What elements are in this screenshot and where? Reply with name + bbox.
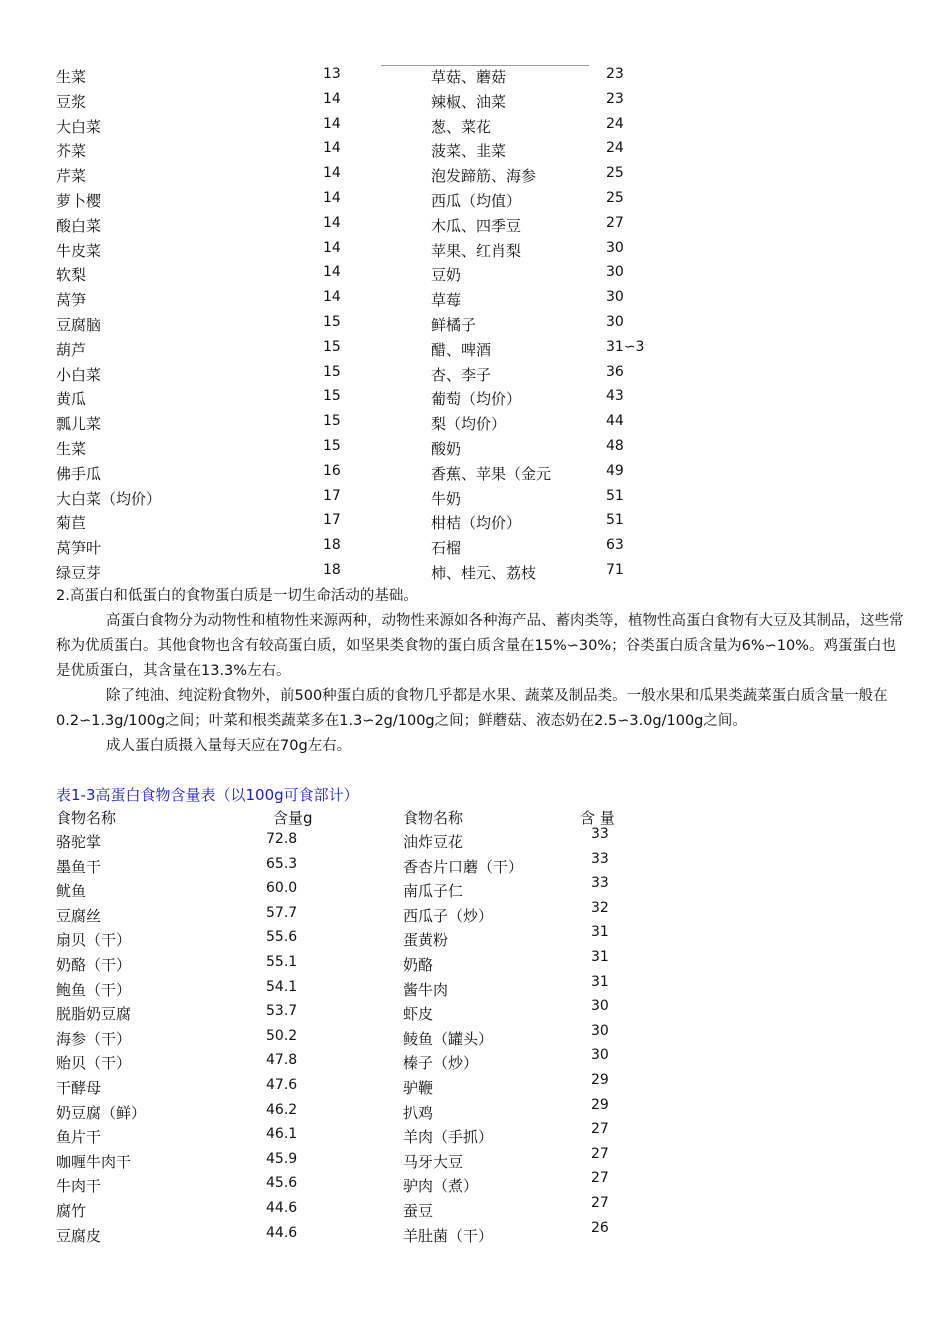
paragraph-3: 成人蛋白质摄入量每天应在70g左右。 bbox=[106, 738, 352, 754]
table-row bbox=[0, 436, 950, 461]
protein-value-cell: 25 bbox=[606, 189, 624, 206]
food-name-cell: 鱿鱼 bbox=[56, 882, 87, 901]
low-protein-table bbox=[0, 64, 950, 585]
protein-value-cell: 30 bbox=[591, 1022, 609, 1039]
protein-value-cell: 14 bbox=[323, 289, 341, 306]
protein-value-cell: 47.6 bbox=[266, 1076, 298, 1093]
food-name-cell: 鲮鱼（罐头） bbox=[403, 1029, 494, 1048]
protein-value-cell: 14 bbox=[323, 90, 341, 107]
protein-value-cell: 43 bbox=[606, 388, 624, 405]
food-name-cell: 菊苣 bbox=[56, 514, 87, 533]
food-name-cell: 香蕉、苹果（金元 bbox=[431, 464, 552, 483]
food-name-cell: 柿、桂元、荔枝 bbox=[431, 563, 537, 582]
food-name-cell: 石榴 bbox=[431, 539, 462, 558]
table-row bbox=[0, 1121, 950, 1149]
food-name-cell: 西瓜（均值） bbox=[431, 191, 522, 210]
food-name-cell: 豆浆 bbox=[56, 92, 87, 111]
protein-value-cell: 27 bbox=[591, 1145, 609, 1162]
protein-value-cell: 14 bbox=[323, 165, 341, 182]
table-row bbox=[0, 1145, 950, 1174]
protein-value-cell: 15 bbox=[323, 413, 341, 430]
protein-value-cell: 31 bbox=[591, 973, 609, 990]
table-caption: 表1-3高蛋白食物含量表（以100g可食部计） bbox=[56, 786, 359, 804]
food-name-cell: 梨（均价） bbox=[431, 415, 507, 434]
food-name-cell: 驴鞭 bbox=[403, 1078, 434, 1097]
protein-value-cell: 46.2 bbox=[266, 1101, 298, 1118]
food-name-cell: 生菜 bbox=[56, 439, 87, 458]
food-name-cell: 豆奶 bbox=[431, 266, 462, 285]
food-name-cell: 泡发蹄筋、海参 bbox=[431, 167, 537, 186]
food-name-cell: 苹果、红肖梨 bbox=[431, 241, 522, 260]
protein-value-cell: 15 bbox=[323, 388, 341, 405]
protein-value-cell: 44.6 bbox=[266, 1224, 298, 1241]
table-row bbox=[0, 875, 950, 903]
food-name-cell: 扒鸡 bbox=[403, 1103, 434, 1122]
table-row bbox=[0, 262, 950, 287]
body-text bbox=[56, 584, 906, 759]
food-name-cell: 扇贝（干） bbox=[56, 931, 132, 950]
food-name-cell: 牛皮菜 bbox=[56, 241, 102, 260]
food-name-cell: 杏、李子 bbox=[431, 365, 492, 384]
table-row bbox=[0, 948, 950, 977]
table-row bbox=[0, 973, 950, 1002]
food-name-cell: 辣椒、油菜 bbox=[431, 92, 507, 111]
food-name-cell: 南瓜子仁 bbox=[403, 882, 464, 901]
food-name-cell: 鱼片干 bbox=[56, 1128, 102, 1147]
protein-value-cell: 57.7 bbox=[266, 904, 298, 921]
table-row bbox=[0, 1170, 950, 1198]
table-row bbox=[0, 312, 950, 337]
food-name-cell: 羊肚菌（干） bbox=[403, 1226, 494, 1245]
protein-value-cell: 17 bbox=[323, 487, 341, 504]
food-name-cell: 醋、啤酒 bbox=[431, 340, 492, 359]
table-row bbox=[0, 386, 950, 411]
protein-value-cell: 14 bbox=[323, 115, 341, 132]
protein-value-cell: 14 bbox=[323, 214, 341, 231]
protein-value-cell: 54.1 bbox=[266, 978, 298, 995]
table-row bbox=[0, 924, 950, 952]
food-name-cell: 酱牛肉 bbox=[403, 980, 449, 999]
food-name-cell: 佛手瓜 bbox=[56, 464, 102, 483]
table-row bbox=[0, 64, 950, 89]
table-row bbox=[0, 1194, 950, 1223]
header-food-name-1: 食物名称 bbox=[56, 809, 117, 827]
protein-value-cell: 60.0 bbox=[266, 880, 298, 897]
header-content-1: 含量g bbox=[273, 809, 313, 827]
protein-value-cell: 14 bbox=[323, 264, 341, 281]
protein-value-cell: 31 bbox=[591, 924, 609, 941]
protein-value-cell: 51 bbox=[606, 512, 624, 529]
header-content-2: 含 量 bbox=[580, 809, 615, 827]
header-food-name-2: 食物名称 bbox=[403, 809, 464, 827]
food-name-cell: 鲜橘子 bbox=[431, 315, 477, 334]
high-protein-table-header bbox=[0, 805, 950, 829]
protein-value-cell: 53.7 bbox=[266, 1003, 298, 1020]
protein-value-cell: 31 bbox=[591, 948, 609, 965]
food-name-cell: 奶酪（干） bbox=[56, 955, 132, 974]
food-name-cell: 豆腐脑 bbox=[56, 315, 102, 334]
protein-value-cell: 50.2 bbox=[266, 1027, 298, 1044]
protein-value-cell: 51 bbox=[606, 487, 624, 504]
food-name-cell: 瓢儿菜 bbox=[56, 415, 102, 434]
food-name-cell: 小白菜 bbox=[56, 365, 102, 384]
protein-value-cell: 55.1 bbox=[266, 953, 298, 970]
food-name-cell: 莴笋叶 bbox=[56, 539, 102, 558]
protein-value-cell: 14 bbox=[323, 140, 341, 157]
food-name-cell: 豆腐皮 bbox=[56, 1226, 102, 1245]
protein-value-cell: 16 bbox=[323, 462, 341, 479]
table-row bbox=[0, 188, 950, 213]
food-name-cell: 西瓜子（炒） bbox=[403, 906, 494, 925]
protein-value-cell: 18 bbox=[323, 537, 341, 554]
protein-value-cell: 65.3 bbox=[266, 855, 298, 872]
protein-value-cell: 63 bbox=[606, 537, 624, 554]
protein-value-cell: 15 bbox=[323, 437, 341, 454]
protein-value-cell: 25 bbox=[606, 165, 624, 182]
food-name-cell: 菠菜、韭菜 bbox=[431, 142, 507, 161]
protein-value-cell: 45.6 bbox=[266, 1175, 298, 1192]
table-row bbox=[0, 826, 950, 854]
food-name-cell: 豆腐丝 bbox=[56, 906, 102, 925]
food-name-cell: 酸白菜 bbox=[56, 216, 102, 235]
protein-value-cell: 36 bbox=[606, 363, 624, 380]
protein-value-cell: 27 bbox=[591, 1121, 609, 1138]
protein-value-cell: 30 bbox=[606, 239, 624, 256]
food-name-cell: 莴笋 bbox=[56, 291, 87, 310]
protein-value-cell: 49 bbox=[606, 462, 624, 479]
protein-value-cell: 30 bbox=[591, 1047, 609, 1064]
paragraph-1: 高蛋白食物分为动物性和植物性来源两种，动物性来源如各种海产品、蓄肉类等，植物性高蛋白食物有大豆及其制品，这些常称为优质蛋白。其他食物也含有较高蛋白质，如坚果类食物的蛋白质含量在15%∽30%；谷类蛋白质含量为6%∽10%。鸡蛋蛋白也是优质蛋白，其含量在13.3%左右。 bbox=[56, 613, 904, 679]
food-name-cell: 柑桔（均价） bbox=[431, 514, 522, 533]
protein-value-cell: 44 bbox=[606, 413, 624, 430]
protein-value-cell: 24 bbox=[606, 115, 624, 132]
protein-value-cell: 31∽3 bbox=[606, 338, 645, 355]
protein-value-cell: 30 bbox=[606, 313, 624, 330]
food-name-cell: 虾皮 bbox=[403, 1005, 434, 1024]
protein-value-cell: 23 bbox=[606, 90, 624, 107]
protein-value-cell: 14 bbox=[323, 189, 341, 206]
table-row bbox=[0, 1096, 950, 1125]
protein-value-cell: 33 bbox=[591, 826, 609, 842]
food-name-cell: 蚕豆 bbox=[403, 1201, 434, 1220]
food-name-cell: 萝卜樱 bbox=[56, 191, 102, 210]
protein-value-cell: 33 bbox=[591, 850, 609, 867]
food-name-cell: 草莓 bbox=[431, 291, 462, 310]
food-name-cell: 牛肉干 bbox=[56, 1177, 102, 1196]
table-row bbox=[0, 163, 950, 188]
table-row bbox=[0, 510, 950, 535]
food-name-cell: 草菇、蘑菇 bbox=[431, 68, 507, 86]
food-name-cell: 奶豆腐（鲜） bbox=[56, 1103, 147, 1122]
food-name-cell: 脱脂奶豆腐 bbox=[56, 1005, 132, 1024]
protein-value-cell: 26 bbox=[591, 1219, 609, 1236]
food-name-cell: 蛋黄粉 bbox=[403, 931, 449, 950]
food-name-cell: 香杏片口蘑（干） bbox=[403, 857, 524, 876]
protein-value-cell: 30 bbox=[606, 289, 624, 306]
protein-value-cell: 71 bbox=[606, 561, 624, 578]
protein-value-cell: 13 bbox=[323, 66, 341, 82]
table-row bbox=[0, 287, 950, 312]
food-name-cell: 牛奶 bbox=[431, 489, 462, 508]
food-name-cell: 咖喱牛肉干 bbox=[56, 1152, 132, 1171]
food-name-cell: 葱、菜花 bbox=[431, 117, 492, 136]
table-row bbox=[0, 114, 950, 139]
protein-value-cell: 44.6 bbox=[266, 1199, 298, 1216]
food-name-cell: 贻贝（干） bbox=[56, 1054, 132, 1073]
food-name-cell: 大白菜（均价） bbox=[56, 489, 162, 508]
food-name-cell: 海参（干） bbox=[56, 1029, 132, 1048]
food-name-cell: 油炸豆花 bbox=[403, 833, 464, 851]
table-row bbox=[0, 411, 950, 436]
food-name-cell: 驴肉（煮） bbox=[403, 1177, 479, 1196]
protein-value-cell: 27 bbox=[591, 1170, 609, 1187]
protein-value-cell: 55.6 bbox=[266, 929, 298, 946]
food-name-cell: 马牙大豆 bbox=[403, 1152, 464, 1171]
table-row bbox=[0, 238, 950, 263]
table-row bbox=[0, 1219, 950, 1248]
table-row bbox=[0, 850, 950, 879]
protein-value-cell: 27 bbox=[591, 1194, 609, 1211]
food-name-cell: 鲍鱼（干） bbox=[56, 980, 132, 999]
protein-value-cell: 17 bbox=[323, 512, 341, 529]
table-row bbox=[0, 89, 950, 114]
food-name-cell: 大白菜 bbox=[56, 117, 102, 136]
protein-value-cell: 32 bbox=[591, 899, 609, 916]
protein-value-cell: 72.8 bbox=[266, 831, 298, 847]
protein-value-cell: 30 bbox=[606, 264, 624, 281]
food-name-cell: 葫芦 bbox=[56, 340, 87, 359]
table-row bbox=[0, 998, 950, 1026]
section-heading: 2.高蛋白和低蛋白的食物蛋白质是一切生命活动的基础。 bbox=[56, 588, 418, 604]
food-name-cell: 酸奶 bbox=[431, 439, 462, 458]
protein-value-cell: 15 bbox=[323, 313, 341, 330]
table-row bbox=[0, 337, 950, 362]
food-name-cell: 羊肉（手抓） bbox=[403, 1128, 494, 1147]
food-name-cell: 墨鱼干 bbox=[56, 857, 102, 876]
protein-value-cell: 24 bbox=[606, 140, 624, 157]
food-name-cell: 木瓜、四季豆 bbox=[431, 216, 522, 235]
high-protein-table bbox=[0, 826, 950, 1247]
protein-value-cell: 33 bbox=[591, 875, 609, 892]
protein-value-cell: 14 bbox=[323, 239, 341, 256]
table-row bbox=[0, 560, 950, 585]
protein-value-cell: 47.8 bbox=[266, 1052, 298, 1069]
paragraph-2: 除了纯油、纯淀粉食物外，前500种蛋白质的食物几乎都是水果、蔬菜及制品类。一般水果和瓜果类蔬菜蛋白质含量一般在0.2∽1.3g/100g之间；叶菜和根类蔬菜多在1.3∽2g/100g之间；鲜蘑菇、液态奶在2.5∽3.0g/100g之间。 bbox=[56, 688, 888, 729]
protein-value-cell: 45.9 bbox=[266, 1150, 298, 1167]
protein-value-cell: 15 bbox=[323, 338, 341, 355]
table-row bbox=[0, 899, 950, 928]
food-name-cell: 芹菜 bbox=[56, 167, 87, 186]
protein-value-cell: 18 bbox=[323, 561, 341, 578]
food-name-cell: 干酵母 bbox=[56, 1078, 102, 1097]
protein-value-cell: 29 bbox=[591, 1096, 609, 1113]
protein-value-cell: 30 bbox=[591, 998, 609, 1015]
protein-value-cell: 46.1 bbox=[266, 1126, 298, 1143]
protein-value-cell: 15 bbox=[323, 363, 341, 380]
food-name-cell: 生菜 bbox=[56, 68, 87, 86]
food-name-cell: 奶酪 bbox=[403, 955, 434, 974]
protein-value-cell: 27 bbox=[606, 214, 624, 231]
food-name-cell: 葡萄（均价） bbox=[431, 390, 522, 409]
table-row bbox=[0, 486, 950, 511]
protein-value-cell: 48 bbox=[606, 437, 624, 454]
table-row bbox=[0, 1022, 950, 1051]
table-row bbox=[0, 362, 950, 387]
food-name-cell: 腐竹 bbox=[56, 1201, 87, 1220]
food-name-cell: 软梨 bbox=[56, 266, 87, 285]
table-row bbox=[0, 213, 950, 238]
food-name-cell: 黄瓜 bbox=[56, 390, 87, 409]
table-row bbox=[0, 1047, 950, 1075]
food-name-cell: 榛子（炒） bbox=[403, 1054, 479, 1073]
food-name-cell: 骆驼掌 bbox=[56, 833, 102, 851]
table-row bbox=[0, 1071, 950, 1100]
food-name-cell: 芥菜 bbox=[56, 142, 87, 161]
protein-value-cell: 29 bbox=[591, 1071, 609, 1088]
table-row bbox=[0, 535, 950, 560]
table-row bbox=[0, 138, 950, 163]
table-row bbox=[0, 461, 950, 486]
food-name-cell: 绿豆芽 bbox=[56, 563, 102, 582]
protein-value-cell: 23 bbox=[606, 66, 624, 82]
